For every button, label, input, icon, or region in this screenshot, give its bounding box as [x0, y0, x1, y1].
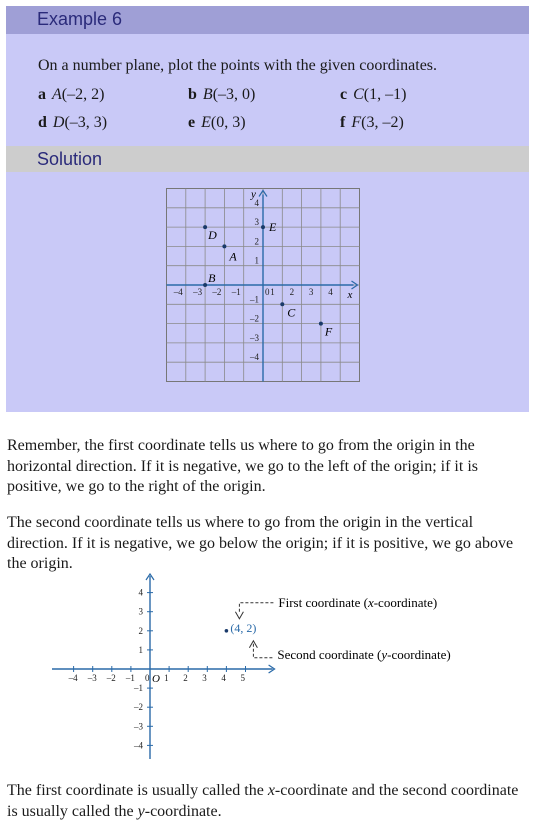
solution-header — [6, 146, 529, 172]
naming-text-c: -coordinate. — [144, 802, 222, 820]
naming-y: y — [137, 802, 145, 820]
paragraph-first-coordinate: Remember, the first coordinate tells us where to go from the origin in the horizontal direction. If it is negative, we go to the left of the origin; if it is positive, we go to the right of the origin. — [7, 437, 478, 495]
x-tick-label: –2 — [212, 287, 222, 297]
y-tick-label: –3 — [250, 332, 259, 343]
second-note-var: y — [381, 646, 388, 662]
second-note-text: Second coordinate ( — [277, 646, 382, 662]
example-body — [6, 34, 529, 146]
point-coords: (–2, 2) — [61, 86, 105, 103]
x-tick-label: –1 — [231, 287, 241, 297]
first-note-text: First coordinate ( — [278, 594, 368, 610]
y-tick-label: –4 — [134, 740, 143, 751]
origin-label: O — [152, 673, 160, 685]
x-tick-label: –4 — [173, 287, 183, 297]
x-tick-label: 4 — [221, 673, 226, 683]
x-tick-label: –3 — [87, 673, 97, 683]
part-a — [38, 86, 104, 104]
point-name: D — [52, 114, 65, 131]
y-tick-label: –1 — [134, 683, 143, 694]
part-f — [340, 114, 404, 132]
point-name: B — [202, 86, 213, 103]
point-name: A — [52, 86, 62, 103]
solution-title: Solution — [37, 149, 103, 169]
point-F — [319, 322, 323, 326]
part-letter: a — [38, 86, 46, 103]
point-label-E: E — [269, 220, 277, 235]
y-tick-label: 2 — [138, 625, 143, 636]
x-tick-label: 1 — [270, 287, 275, 297]
point-coords: (–3, 3) — [64, 114, 108, 131]
paragraph-naming — [7, 781, 527, 822]
x-tick-label: 4 — [328, 287, 333, 297]
part-letter: c — [340, 86, 348, 103]
y-tick-label: 1 — [138, 644, 143, 655]
x-tick-label: 2 — [289, 287, 295, 297]
example-prompt: On a number plane, plot the points with the given coordinates. — [38, 57, 438, 74]
x-tick-label: –4 — [68, 673, 78, 683]
solution-body — [6, 172, 529, 412]
naming-text-a: The first coordinate is usually called the — [7, 782, 268, 799]
part-letter: f — [340, 114, 346, 131]
first-arrow — [235, 612, 243, 619]
naming-text-b: -coordinate and the second coordinate is usually called the — [7, 782, 519, 820]
y-tick-label: –2 — [250, 313, 259, 324]
part-b — [188, 86, 255, 104]
y-tick-label: 2 — [254, 236, 259, 247]
x-tick-label: 3 — [202, 673, 207, 683]
point-name: C — [353, 86, 364, 103]
part-letter: d — [38, 114, 47, 131]
point-label-C: C — [287, 305, 296, 320]
paragraph-second-coordinate: The second coordinate tells us where to go from the origin in the vertical direction. If it is negative, we go below the origin; if it is positive, we go above the origin. — [7, 514, 514, 572]
point-B — [203, 283, 207, 287]
x-tick-label: 0 — [265, 287, 270, 297]
first-note-var: x — [367, 594, 374, 610]
first-leader — [239, 603, 273, 612]
point-A — [222, 244, 226, 248]
point-label: (4, 2) — [230, 620, 257, 635]
point-coords: (1, –1) — [363, 86, 407, 103]
part-letter: b — [188, 86, 197, 103]
point-E — [261, 225, 265, 229]
point-name: E — [201, 114, 211, 131]
number-plane-grid — [166, 188, 366, 388]
first-coordinate-note — [278, 595, 437, 610]
point-coords: (–3, 0) — [212, 86, 256, 103]
x-tick-label: 5 — [240, 673, 245, 683]
second-note-tail: -coordinate) — [387, 646, 451, 662]
x-tick-label: 2 — [183, 673, 188, 683]
y-tick-label: –2 — [134, 702, 143, 713]
point-label-D: D — [208, 228, 217, 243]
point-label-F: F — [324, 324, 333, 339]
y-tick-label: 3 — [138, 606, 143, 617]
y-tick-label: 1 — [254, 255, 259, 266]
y-tick-label: –4 — [250, 352, 259, 363]
naming-x: x — [267, 782, 275, 799]
point-label-A: A — [229, 249, 237, 264]
point-name: F — [351, 114, 362, 131]
x-tick-label: –3 — [193, 287, 203, 297]
x-tick-label: 1 — [164, 673, 169, 683]
second-coordinate-note — [277, 647, 450, 662]
part-c — [340, 86, 406, 104]
example-title: Example 6 — [37, 9, 123, 29]
coordinate-diagram — [48, 572, 488, 762]
point-C — [280, 302, 284, 306]
x-tick-label: 3 — [308, 287, 314, 297]
part-d — [38, 114, 107, 132]
y-tick-label: 3 — [254, 217, 259, 228]
x-tick-label: –2 — [106, 673, 116, 683]
example-header — [6, 6, 529, 34]
y-tick-label: –1 — [250, 294, 259, 305]
point-coords: (3, –2) — [361, 114, 404, 131]
point-coords: (0, 3) — [210, 114, 246, 131]
point-D — [203, 225, 207, 229]
x-tick-label: 0 — [145, 673, 150, 683]
y-axis-label: y — [251, 188, 256, 201]
y-tick-label: –3 — [134, 721, 143, 732]
part-letter: e — [188, 114, 196, 131]
first-note-tail: -coordinate) — [373, 594, 438, 610]
y-tick-label: 4 — [254, 197, 259, 208]
x-tick-label: –1 — [125, 673, 135, 683]
part-e — [188, 114, 246, 132]
x-axis-label: x — [347, 289, 353, 301]
point-4-2 — [225, 629, 229, 633]
y-tick-label: 4 — [138, 587, 143, 598]
point-label-B: B — [208, 271, 216, 285]
